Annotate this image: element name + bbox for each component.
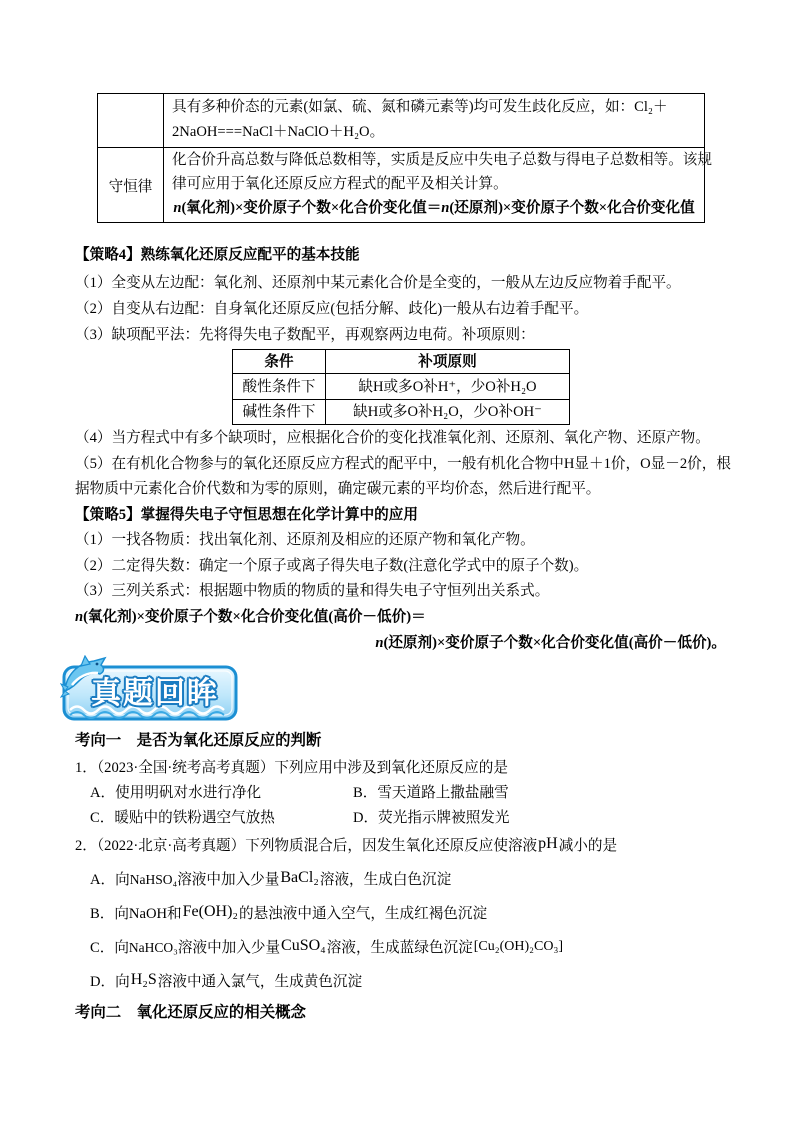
supplement-rule-table — [232, 349, 570, 425]
stem-text: 减小的是 — [558, 838, 618, 854]
question-1-option-b: B．雪天道路上撒盐融雪 — [353, 785, 509, 801]
question-1-option-a: A．使用明矾对水进行净化 — [90, 785, 262, 801]
table-row — [233, 374, 570, 400]
strategy5-title: 【策略5】掌握得失电子守恒思想在化学计算中的应用 — [75, 507, 418, 523]
table-text-line: 2NaOH===NaCl＋NaClO＋H₂O。 — [172, 124, 385, 140]
formula-variable: n — [75, 609, 84, 625]
option-text: 溶液，生成白色沉淀 — [319, 872, 452, 888]
table-text-line: 律可应用于氧化还原反应方程式的配平及相关计算。 — [172, 176, 508, 192]
question-2-stem — [75, 836, 617, 856]
option-text: B．向NaOH和 — [90, 906, 182, 922]
question-1-stem: 1．（2023·全国·统考高考真题）下列应用中涉及到氧化还原反应的是 — [75, 760, 508, 776]
option-text: D．向 — [90, 974, 130, 990]
table-content-cell — [164, 148, 712, 223]
question-1-option-c: C．暖贴中的铁粉遇空气放热 — [90, 810, 275, 826]
formula-text: (还原剂)×变价原子个数×化合价变化值 — [449, 200, 695, 216]
table-text-line: 具有多种价态的元素(如氯、硫、氮和磷元素等)均可发生歧化反应，如：Cl₂＋ — [172, 99, 668, 115]
strategy4-item-4: （4）当方程式中有多个缺项时，应根据化合价的变化找准氧化剂、还原剂、氧化产物、还原产物。 — [75, 430, 710, 446]
option-text: C．向 — [90, 940, 129, 956]
chem-formula: BaCl₂ — [280, 869, 319, 886]
section-banner — [60, 655, 242, 725]
table-label-cell — [98, 94, 164, 148]
formula-variable: n — [375, 635, 384, 651]
direction2-title: 考向二 氧化还原反应的相关概念 — [75, 1004, 306, 1021]
table-cell: 酸性条件下 — [233, 374, 326, 400]
table-cell: 碱性条件下 — [233, 400, 326, 425]
table-content-cell — [164, 94, 705, 148]
strategy5-item-2: （2）二定得失数：确定一个原子或离子得失电子数(注意化学式中的原子个数)。 — [75, 558, 589, 574]
electron-conservation-formula-2 — [375, 633, 726, 653]
question-2-option-a — [90, 870, 451, 890]
question-2-option-d — [90, 972, 362, 992]
formula-text: (氧化剂)×变价原子个数×化合价变化值＝ — [181, 200, 442, 216]
option-text: 溶液中通入氯气，生成黄色沉淀 — [157, 974, 363, 990]
strategy5-item-1: （1）一找各物质：找出氧化剂、还原剂及相应的还原产物和氧化产物。 — [75, 532, 535, 548]
chem-formula: CuSO₄ — [281, 937, 326, 954]
electron-conservation-formula-1 — [75, 607, 426, 627]
table-header-row — [233, 350, 570, 374]
formula-text: (还原剂)×变价原子个数×化合价变化值(高价－低价)。 — [383, 635, 726, 651]
strategy4-item-5-cont: 据物质中元素化合价代数和为零的原则，确定碳元素的平均价态，然后进行配平。 — [75, 481, 601, 497]
option-text: A．向 — [90, 872, 130, 888]
question-1-option-d: D．荧光指示牌被照发光 — [353, 810, 510, 826]
rule-table — [97, 93, 712, 223]
table-text-line: 化合价升高总数与降低总数相等，实质是反应中失电子总数与得电子总数相等。该规 — [172, 152, 712, 168]
strategy4-item-3: （3）缺项配平法：先将得失电子数配平，再观察两边电荷。补项原则： — [75, 327, 535, 343]
question-2-option-c — [90, 938, 564, 958]
question-2-option-b — [90, 904, 487, 924]
chem-formula: H₂S — [130, 971, 157, 988]
conservation-formula — [172, 196, 704, 220]
option-text: 的悬浊液中通入空气，生成红褐色沉淀 — [238, 906, 488, 922]
chem-formula: pH — [538, 835, 558, 852]
option-text: 溶液中加入少量 — [177, 872, 280, 888]
table-header-cell: 条件 — [233, 350, 326, 374]
strategy4-item-1: （1）全变从左边配：氧化剂、还原剂中某元素化合价是全变的，一般从左边反应物着手配平。 — [75, 275, 681, 291]
formula-variable: n — [173, 200, 182, 216]
chem-formula: NaHSO₄ — [129, 872, 178, 887]
strategy4-item-2: （2）自变从右边配：自身氧化还原反应(包括分解、歧化)一般从右边着手配平。 — [75, 301, 589, 317]
option-text: 溶液中加入少量 — [177, 940, 281, 956]
table-label-cell: 守恒律 — [98, 148, 164, 223]
banner-title: 真题回眸 — [91, 676, 219, 711]
formula-text: (氧化剂)×变价原子个数×化合价变化值(高价－低价)＝ — [83, 609, 426, 625]
chem-formula: Fe(OH)₂ — [182, 903, 238, 920]
strategy4-item-5: （5）在有机化合物参与的氧化还原反应方程式的配平中，一般有机化合物中H显＋1价，O显－2价，根 — [75, 456, 731, 472]
table-row — [98, 148, 705, 223]
formula-variable: n — [441, 200, 450, 216]
option-text: 溶液，生成蓝绿色沉淀 — [326, 940, 473, 956]
direction1-title: 考向一 是否为氧化还原反应的判断 — [75, 732, 322, 749]
chem-formula: [Cu₂(OH)₂CO₃] — [473, 939, 564, 954]
chem-formula: NaHCO₃ — [128, 940, 178, 955]
table-row — [98, 94, 705, 148]
strategy4-title: 【策略4】熟练氧化还原反应配平的基本技能 — [75, 247, 360, 263]
table-cell: 缺H或多O补H⁺，少O补H₂O — [326, 374, 570, 400]
strategy5-item-3: （3）三列关系式：根据题中物质的物质的量和得失电子守恒列出关系式。 — [75, 583, 550, 599]
stem-text: 2．（2022·北京·高考真题）下列物质混合后，因发生氧化还原反应使溶液 — [75, 838, 538, 854]
table-header-cell: 补项原则 — [326, 350, 570, 374]
table-cell: 缺H或多O补H₂O，少O补OH⁻ — [326, 400, 570, 425]
table-row — [233, 400, 570, 425]
